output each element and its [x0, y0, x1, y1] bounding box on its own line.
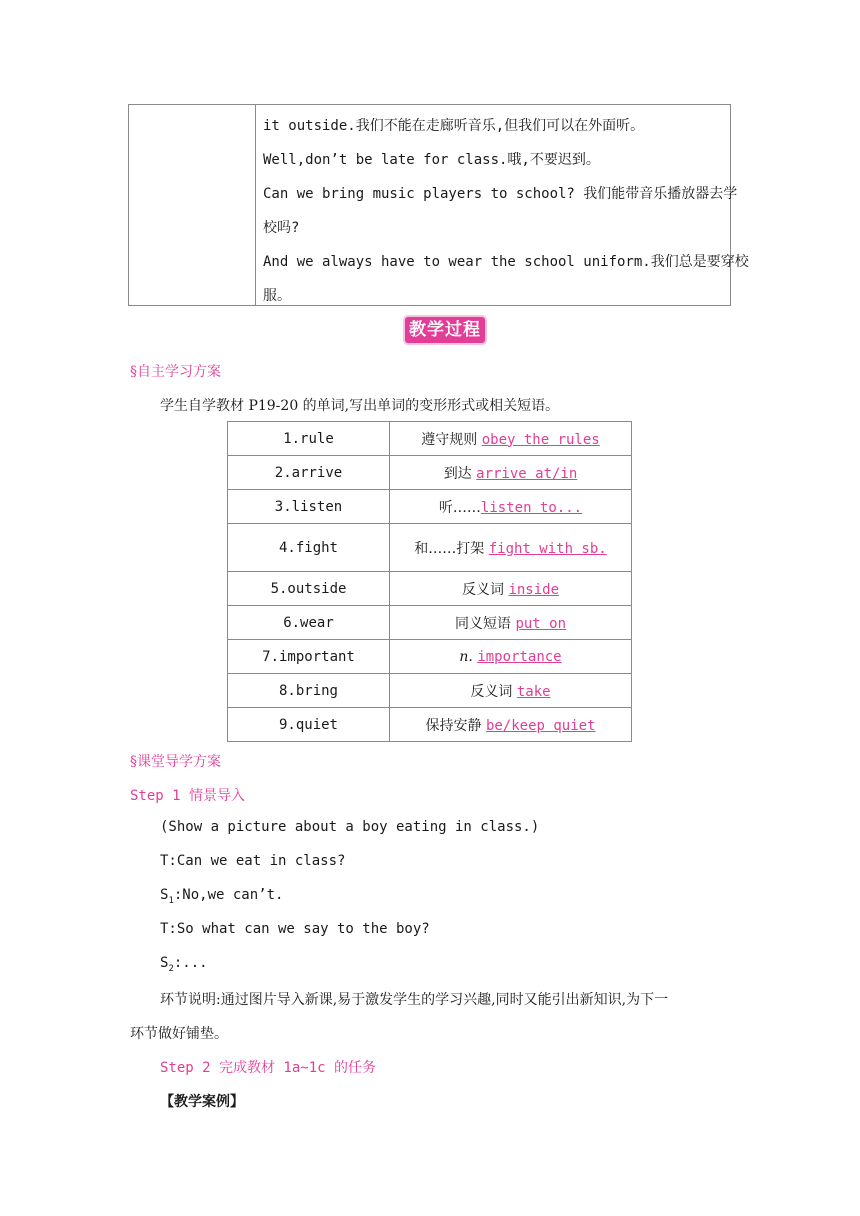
vocab-answer: obey the rules	[481, 431, 600, 448]
vocab-row	[228, 456, 632, 490]
vocabulary-table	[227, 421, 632, 742]
vocab-word: 2.arrive	[228, 456, 390, 490]
vocab-row	[228, 490, 632, 524]
vocab-hint: n.	[459, 648, 473, 665]
dialogue-line: Well,don’t be late for class.哦,不要迟到。	[263, 152, 600, 168]
vocab-hint: 同义短语	[454, 615, 511, 632]
vocab-word: 4.fight	[228, 524, 390, 572]
vocab-cell	[390, 640, 632, 674]
vocab-answer: fight with sb.	[488, 540, 607, 557]
vocab-answer: importance	[477, 648, 562, 665]
dialogue-line: it outside.我们不能在走廊听音乐,但我们可以在外面听。	[263, 118, 645, 134]
vocab-cell	[390, 708, 632, 742]
vocab-answer: take	[516, 683, 551, 700]
dialogue-line: 服。	[263, 288, 291, 304]
vocab-row	[228, 572, 632, 606]
vocab-answer: be/keep quiet	[485, 717, 596, 734]
step1-heading: Step 1 情景导入	[130, 788, 246, 804]
dialogue-line: (Show a picture about a boy eating in class.)	[160, 819, 540, 835]
vocab-hint: 反义词	[461, 581, 504, 598]
dialogue-line: T:So what can we say to the boy?	[160, 921, 430, 937]
vocab-cell	[390, 572, 632, 606]
continuation-table	[128, 104, 749, 306]
vocab-word: 9.quiet	[228, 708, 390, 742]
vocab-word: 7.important	[228, 640, 390, 674]
dialogue-line: Can we bring music players to school? 我们能带音乐播放器去学	[263, 186, 738, 202]
dialogue-line: $S_2$:...	[160, 955, 208, 974]
vocab-word: 3.listen	[228, 490, 390, 524]
vocab-row	[228, 524, 632, 572]
vocab-hint: 遵守规则	[421, 431, 478, 448]
note-line: 环节说明:通过图片导入新课,易于激发学生的学习兴趣,同时又能引出新知识,为下一	[160, 992, 669, 1008]
dialogue-line: 校吗?	[263, 220, 300, 236]
vocab-row	[228, 708, 632, 742]
vocab-word: 8.bring	[228, 674, 390, 708]
vocab-row	[228, 422, 632, 456]
dialogue-line: And we always have to wear the school uniform.我们总是要穿校	[263, 254, 749, 270]
vocab-cell	[390, 490, 632, 524]
self-study-heading: §自主学习方案	[130, 364, 221, 380]
case-label: 【教学案例】	[160, 1094, 244, 1110]
vocab-cell	[390, 606, 632, 640]
vocab-hint: 到达	[443, 465, 472, 482]
vocab-cell	[390, 456, 632, 490]
vocab-row	[228, 606, 632, 640]
vocab-row	[228, 640, 632, 674]
vocab-word: 6.wear	[228, 606, 390, 640]
vocab-answer: put on	[515, 615, 567, 632]
note-line: 环节做好铺垫。	[130, 1026, 228, 1042]
vocab-hint: 反义词	[470, 683, 513, 700]
step2-heading: Step 2 完成教材 1a~1c 的任务	[160, 1060, 377, 1076]
vocab-answer: inside	[508, 581, 560, 598]
self-study-intro: 学生自学教材 P19-20 的单词,写出单词的变形形式或相关短语。	[160, 398, 560, 414]
vocab-row	[228, 674, 632, 708]
section-banner: 教学过程	[405, 317, 485, 343]
vocab-answer: listen to...	[480, 499, 583, 516]
vocab-word: 5.outside	[228, 572, 390, 606]
vocab-hint: 保持安静	[425, 717, 482, 734]
table-left-cell	[129, 105, 256, 305]
vocab-cell	[390, 524, 632, 572]
vocab-answer: arrive at/in	[476, 465, 578, 482]
vocab-cell	[390, 674, 632, 708]
dialogue-line: $S_1:No,we$ can’t.	[160, 887, 284, 906]
dialogue-line: T:Can we eat in class?	[160, 853, 346, 869]
class-guide-heading: §课堂导学方案	[130, 754, 221, 770]
vocab-word: 1.rule	[228, 422, 390, 456]
vocab-hint: 和……打架	[414, 540, 485, 557]
vocab-cell	[390, 422, 632, 456]
vocab-hint: 听……	[438, 499, 481, 516]
